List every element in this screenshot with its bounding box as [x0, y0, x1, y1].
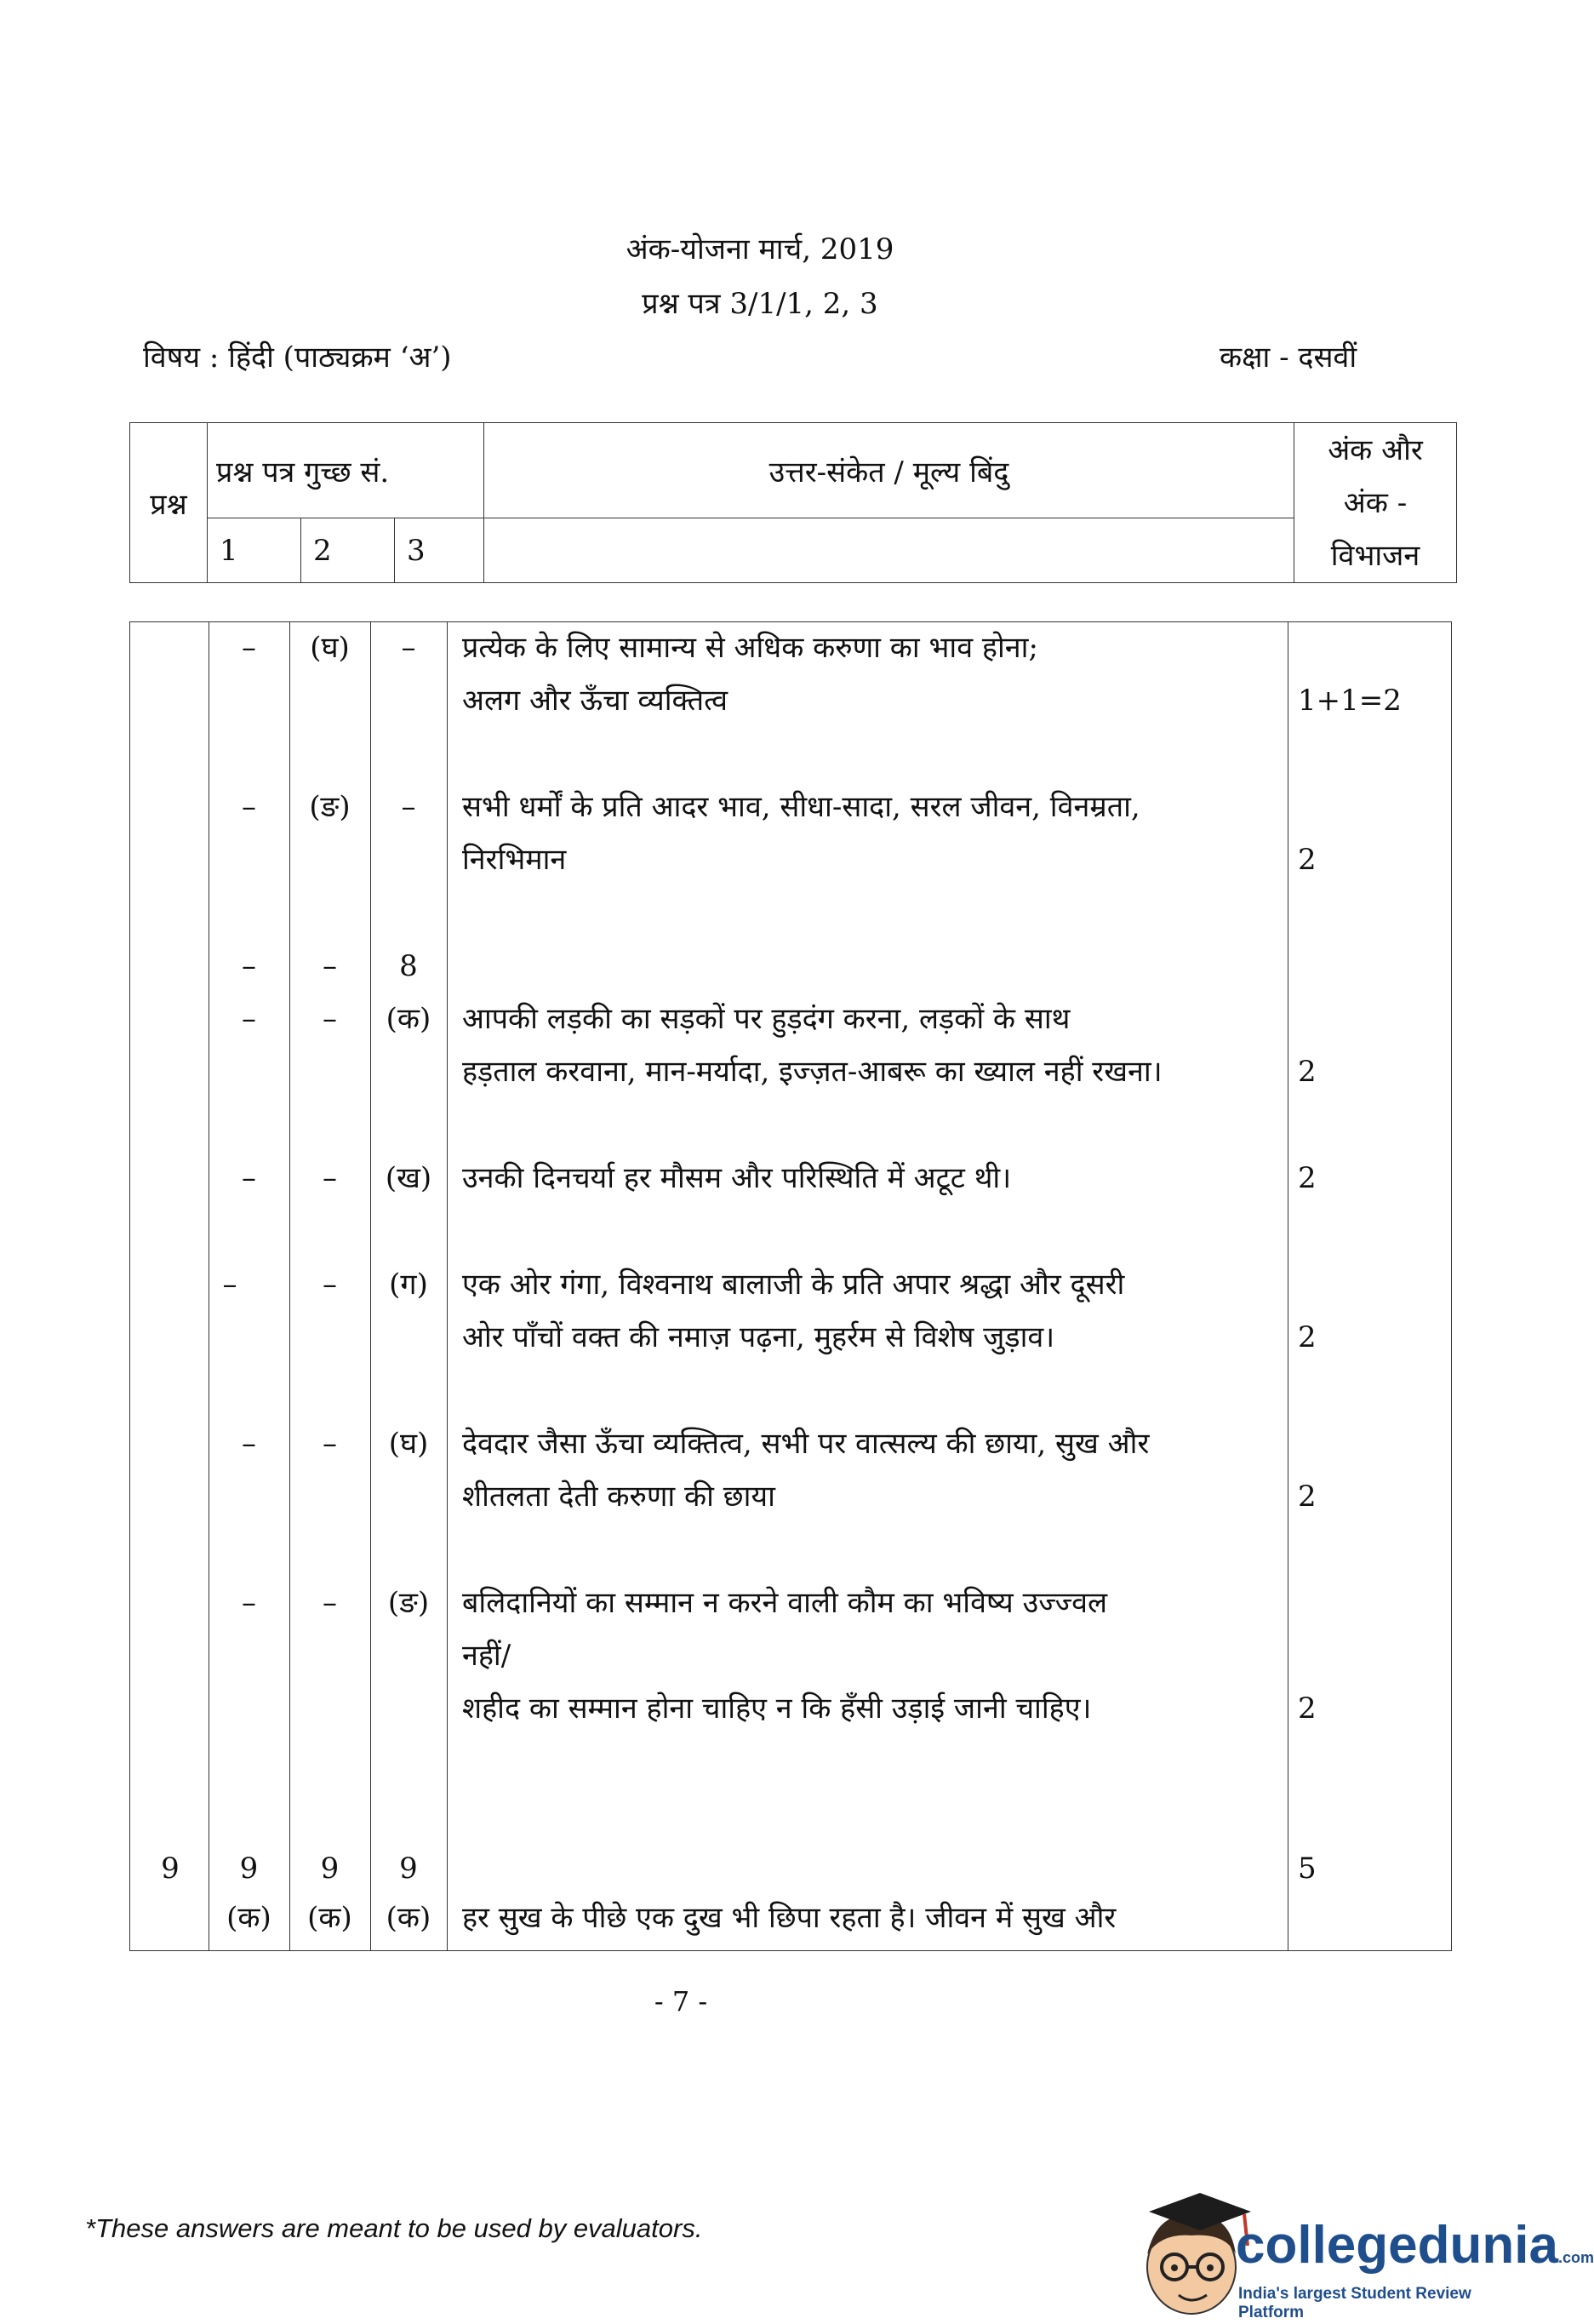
answer-line: उनकी दिनचर्या हर मौसम और परिस्थिति में अटूट थी। — [462, 1161, 1012, 1195]
set2-cell: (ङ) — [309, 790, 351, 824]
col-set: प्रश्न पत्र गुच्छ सं. — [208, 423, 484, 518]
answer-line: हड़ताल करवाना, मान-मर्यादा, इज्ज़त-आबरू का ख्याल नहीं रखना। — [462, 1055, 1163, 1089]
brand-name: collegedunia — [1236, 2216, 1558, 2275]
set2-cell: – — [323, 1586, 337, 1620]
col-marks-line-3: विभाजन — [1330, 538, 1420, 573]
paper-code: प्रश्न पत्र 3/1/1, 2, 3 — [642, 287, 878, 321]
page-number: - 7 - — [654, 1985, 708, 2018]
answer-line: ओर पाँचों वक्त की नमाज़ पढ़ना, मुहर्रम से विशेष जुड़ाव। — [462, 1320, 1055, 1354]
set3-cell: (ङ) — [387, 1586, 430, 1620]
answer-line: देवदार जैसा ऊँचा व्यक्तित्व, सभी पर वात्सल्य की छाया, सुख और — [462, 1427, 1150, 1461]
marks-cell: 2 — [1298, 1320, 1317, 1354]
col-answer: उत्तर-संकेत / मूल्य बिंदु — [484, 423, 1294, 518]
set2-cell: 9 — [320, 1852, 340, 1886]
header-table — [129, 422, 1457, 583]
answer-line: सभी धर्मों के प्रति आदर भाव, सीधा-सादा, सरल जीवन, विनम्रता, — [462, 790, 1140, 824]
divider — [447, 621, 448, 1951]
set3-cell: (घ) — [388, 1427, 429, 1461]
marks-cell: 2 — [1298, 1055, 1317, 1089]
set2-cell: – — [323, 1161, 337, 1195]
set1-cell: – — [242, 949, 256, 983]
marks-cell: 2 — [1298, 1691, 1317, 1726]
answer-line: अलग और ऊँचा व्यक्तित्व — [462, 684, 728, 718]
set-3: 3 — [395, 518, 484, 583]
marks-cell: 2 — [1298, 1161, 1317, 1195]
marks-cell: 2 — [1298, 843, 1317, 877]
answer-line: शहीद का सम्मान होना चाहिए न कि हँसी उड़ाई जानी चाहिए। — [462, 1691, 1092, 1726]
col-question: प्रश्न — [130, 423, 208, 583]
set1-cell: – — [242, 790, 256, 824]
col-marks-line-2: अंक - — [1343, 485, 1408, 520]
set2-cell: – — [323, 1427, 337, 1461]
set2-cell: (घ) — [310, 631, 350, 665]
set2-cell: – — [323, 949, 337, 983]
brand-tagline: India's largest Student Review Platform — [1238, 2285, 1471, 2321]
class-label: कक्षा - दसवीं — [1220, 341, 1357, 375]
answer-line: हर सुख के पीछे एक दुख भी छिपा रहता है। जीवन में सुख और — [462, 1901, 1117, 1935]
set2-cell: (क) — [307, 1901, 352, 1935]
set-2: 2 — [301, 518, 395, 583]
brand-logo — [1236, 2215, 1594, 2275]
set3-cell: (ग) — [389, 1268, 428, 1302]
answer-line: प्रत्येक के लिए सामान्य से अधिक करुणा का भाव होना; — [462, 631, 1038, 665]
set1-cell: – — [242, 1002, 256, 1036]
set1-cell: – — [222, 1268, 237, 1302]
brand-suffix: .com — [1557, 2249, 1594, 2266]
marks-cell: 5 — [1298, 1852, 1317, 1886]
col-marks-line-1: अंक और — [1328, 432, 1423, 467]
set3-cell: (क) — [386, 1901, 431, 1935]
answer-line: निरभिमान — [462, 843, 567, 877]
set2-cell: – — [323, 1268, 337, 1302]
answer-line: एक ओर गंगा, विश्वनाथ बालाजी के प्रति अपार श्रद्धा और दूसरी — [462, 1268, 1125, 1302]
answer-line: आपकी लड़की का सड़कों पर हुड़दंग करना, लड़कों के साथ — [462, 1002, 1071, 1036]
subject-label: विषय : हिंदी (पाठ्यक्रम ‘अ’) — [143, 341, 452, 375]
set3-cell: (क) — [386, 1002, 431, 1036]
marks-cell: 1+1=2 — [1298, 684, 1402, 718]
set3-cell: (ख) — [385, 1161, 432, 1195]
col-marks — [1294, 423, 1457, 583]
set1-cell: – — [242, 631, 256, 665]
set3-cell: 8 — [399, 949, 418, 983]
answer-empty — [484, 518, 1294, 583]
set-1: 1 — [208, 518, 301, 583]
set1-cell: 9 — [239, 1852, 259, 1886]
set2-cell: – — [323, 1002, 337, 1036]
set1-cell: – — [242, 1586, 256, 1620]
set3-cell: – — [401, 631, 416, 665]
set3-cell: – — [401, 790, 416, 824]
answer-line: नहीं/ — [462, 1639, 511, 1673]
set1-cell: (क) — [226, 1901, 271, 1935]
answer-line: शीतलता देती करुणा की छाया — [462, 1480, 775, 1514]
answer-line: बलिदानियों का सम्मान न करने वाली कौम का भविष्य उज्ज्वल — [462, 1586, 1108, 1620]
marks-cell: 2 — [1298, 1480, 1317, 1514]
page-title: अंक-योजना मार्च, 2019 — [626, 232, 894, 266]
footer-note: *These answers are meant to be used by evaluators. — [85, 2213, 703, 2243]
set3-cell: 9 — [399, 1852, 418, 1886]
set1-cell: – — [242, 1161, 256, 1195]
set1-cell: – — [242, 1427, 256, 1461]
question-cell: 9 — [161, 1852, 180, 1886]
